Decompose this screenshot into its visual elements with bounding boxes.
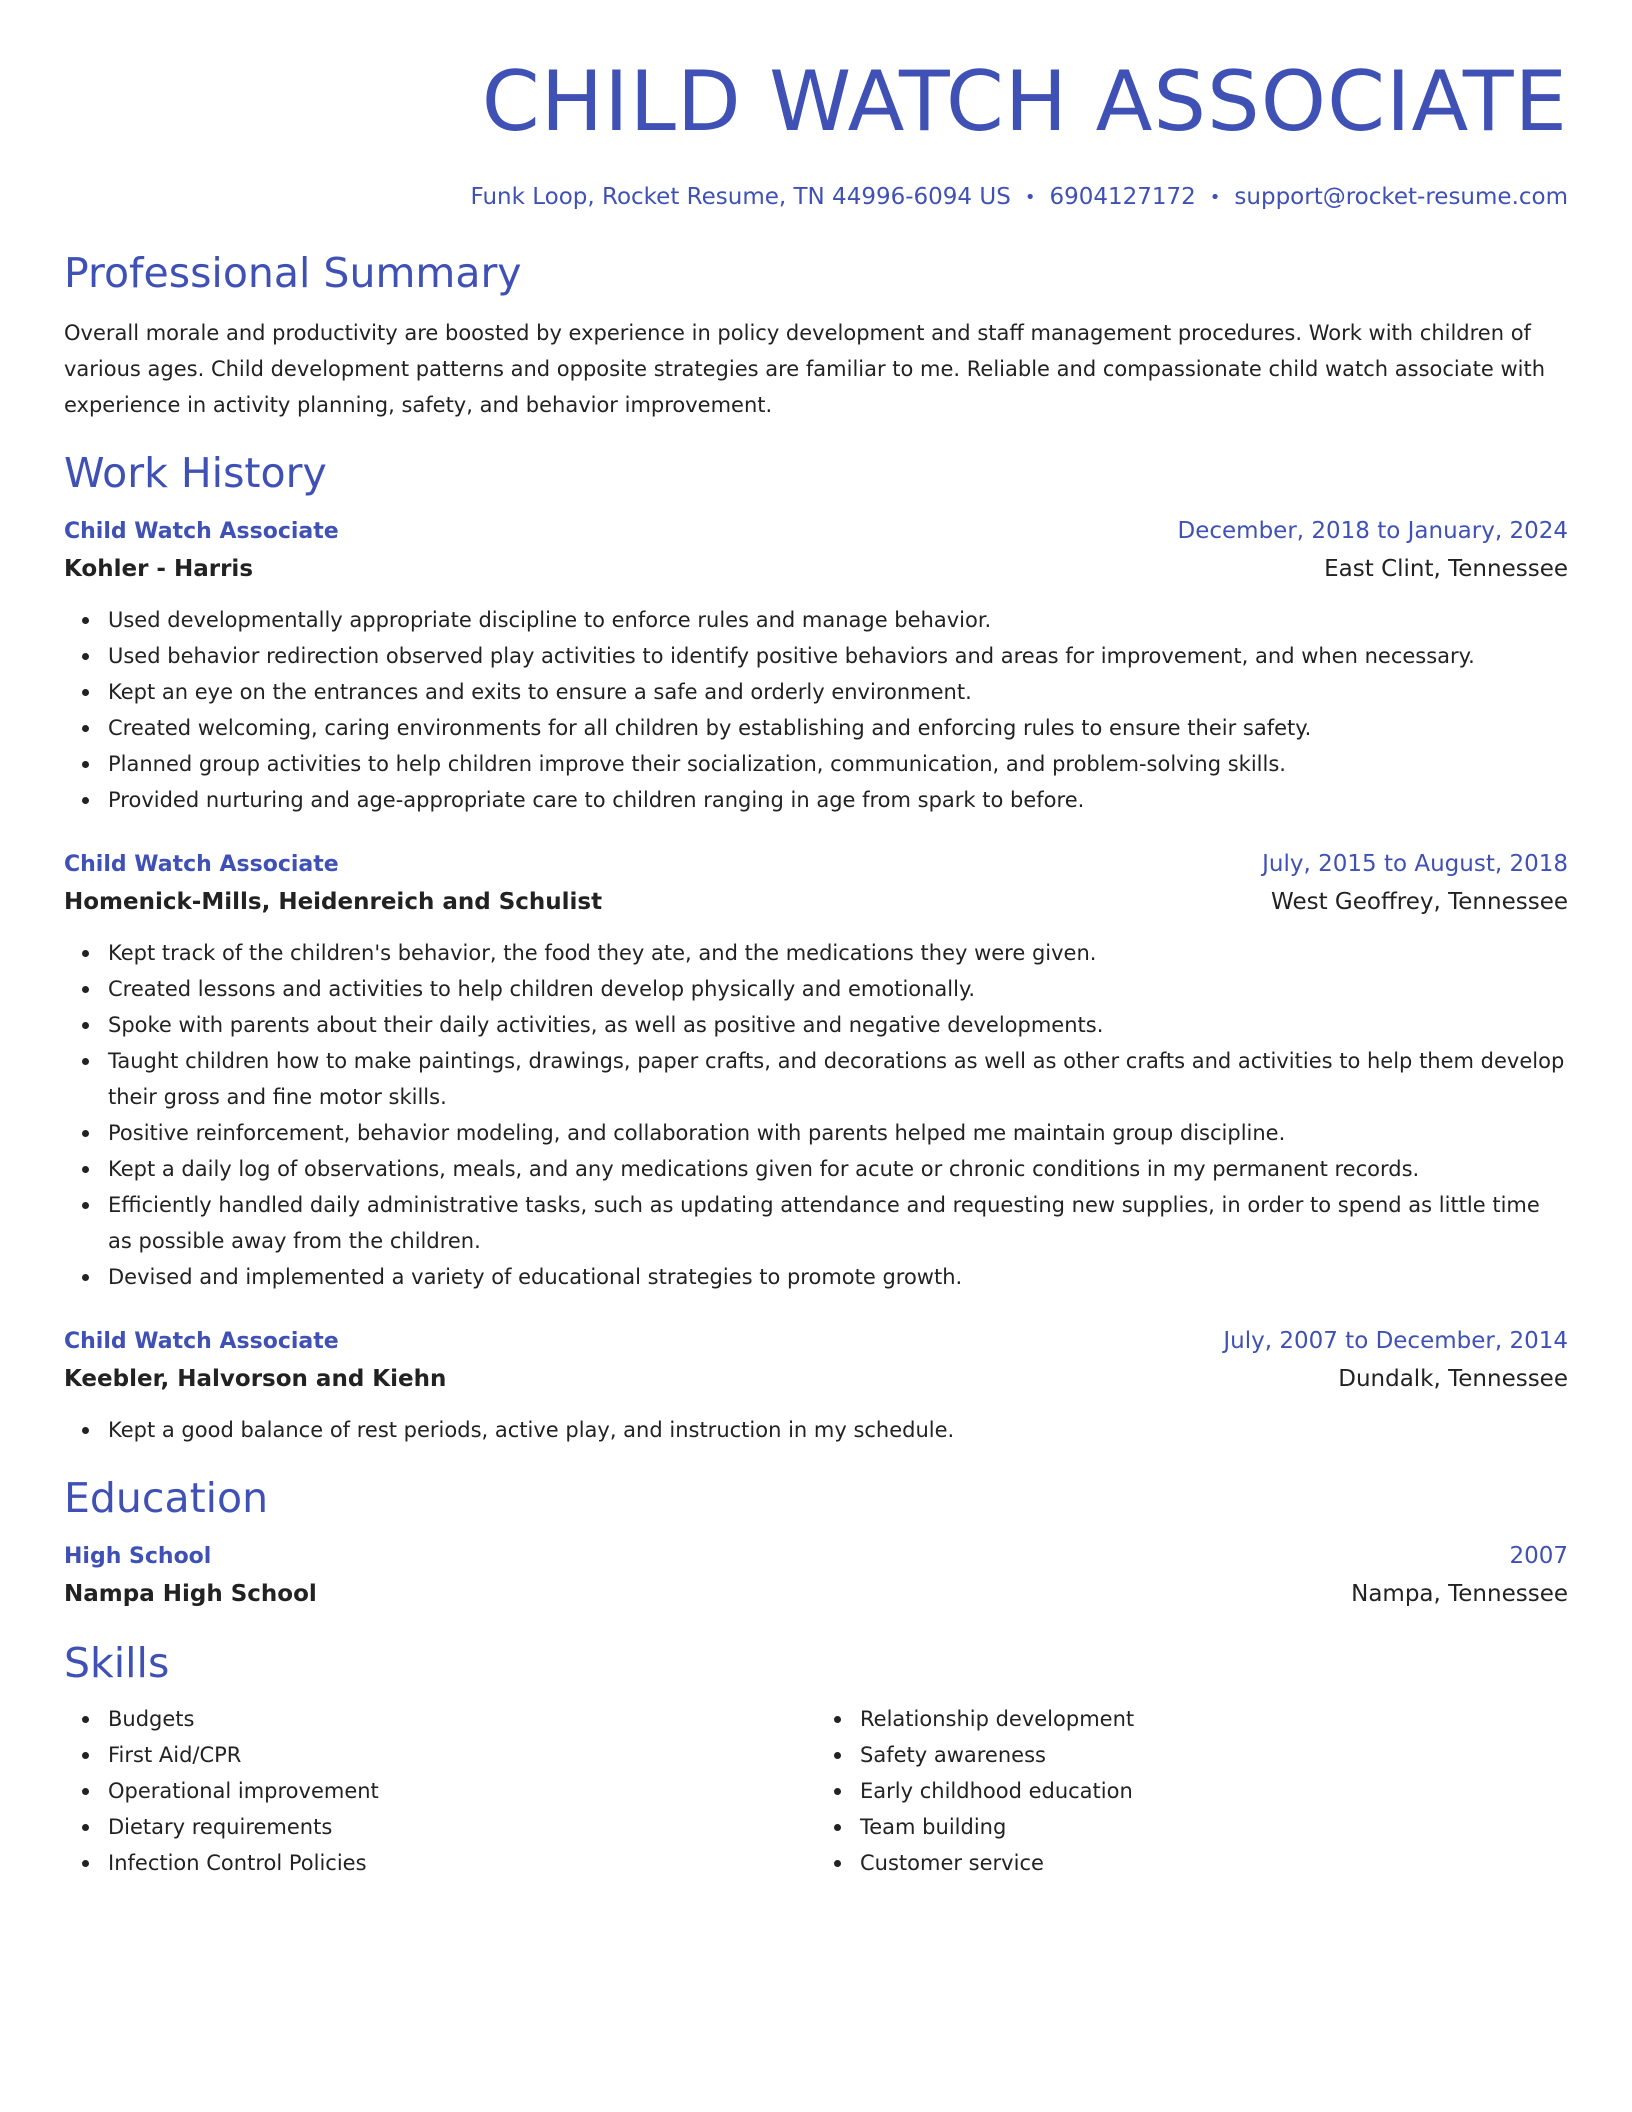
- skills-title: Skills: [64, 1639, 170, 1687]
- job-company: Homenick-Mills, Heidenreich and Schulist: [64, 889, 603, 915]
- job-entry: [64, 513, 1568, 818]
- candidate-name: CHILD WATCH ASSOCIATE: [481, 53, 1568, 150]
- skill-item: Infection Control Policies: [108, 1845, 816, 1881]
- list-item: Created welcoming, caring environments for all children by establishing and enforcing rules to ensure their safety.: [108, 710, 1568, 746]
- list-item: Kept a good balance of rest periods, active play, and instruction in my schedule.: [108, 1412, 1568, 1448]
- contact-phone: 6904127172: [1049, 184, 1196, 210]
- job-entry: [64, 846, 1568, 1295]
- job-bullets: [64, 1412, 1568, 1448]
- job-location: East Clint, Tennessee: [1324, 556, 1568, 582]
- skill-item: Safety awareness: [860, 1737, 1568, 1773]
- list-item: Taught children how to make paintings, drawings, paper crafts, and decorations as well as other crafts and activities to help them develop their gross and fine motor skills.: [108, 1043, 1568, 1115]
- job-bullets: [64, 602, 1568, 818]
- list-item: Kept an eye on the entrances and exits to ensure a safe and orderly environment.: [108, 674, 1568, 710]
- degree: High School: [64, 1544, 212, 1569]
- list-item: Used developmentally appropriate discipline to enforce rules and manage behavior.: [108, 602, 1568, 638]
- summary-text: Overall morale and productivity are boosted by experience in policy development and staff management procedures. Work with children of various ages. Child development patterns and opposite strategies are familiar to me. Reliable and compassionate child watch associate with experience in activity planning, safety, and behavior improvement.: [64, 321, 1546, 417]
- job-title: Child Watch Associate: [64, 852, 339, 877]
- work-history-section: [64, 445, 1568, 1448]
- job-location: Dundalk, Tennessee: [1338, 1366, 1568, 1392]
- summary-section: [64, 245, 1568, 423]
- education-title: Education: [64, 1474, 269, 1522]
- job-entry: [64, 1323, 1568, 1448]
- skills-list-left: [64, 1701, 816, 1881]
- list-item: Used behavior redirection observed play activities to identify positive behaviors and areas for improvement, and when necessary.: [108, 638, 1568, 674]
- job-company: Keebler, Halvorson and Kiehn: [64, 1366, 447, 1392]
- skill-item: Relationship development: [860, 1701, 1568, 1737]
- work-history-title: Work History: [64, 449, 327, 497]
- list-item: Kept track of the children's behavior, the food they ate, and the medications they were given.: [108, 935, 1568, 971]
- job-title: Child Watch Associate: [64, 1329, 339, 1354]
- skill-item: Team building: [860, 1809, 1568, 1845]
- list-item: Provided nurturing and age-appropriate care to children ranging in age from spark to before.: [108, 782, 1568, 818]
- list-item: Positive reinforcement, behavior modeling, and collaboration with parents helped me maintain group discipline.: [108, 1115, 1568, 1151]
- job-dates: December, 2018 to January, 2024: [1177, 518, 1568, 544]
- skill-item: Budgets: [108, 1701, 816, 1737]
- skill-item: Customer service: [860, 1845, 1568, 1881]
- skill-item: Early childhood education: [860, 1773, 1568, 1809]
- skills-list-right: [816, 1701, 1568, 1881]
- contact-line: [64, 180, 1568, 215]
- summary-title: Professional Summary: [64, 249, 522, 297]
- contact-separator: •: [1209, 187, 1221, 208]
- job-bullets: [64, 935, 1568, 1295]
- list-item: Devised and implemented a variety of educational strategies to promote growth.: [108, 1259, 1568, 1295]
- contact-separator: •: [1024, 187, 1036, 208]
- job-location: West Geoffrey, Tennessee: [1271, 889, 1568, 915]
- education-section: [64, 1470, 1568, 1613]
- skills-section: [64, 1635, 1568, 1881]
- list-item: Planned group activities to help children improve their socialization, communication, and problem-solving skills.: [108, 746, 1568, 782]
- list-item: Spoke with parents about their daily activities, as well as positive and negative developments.: [108, 1007, 1568, 1043]
- resume-header: [64, 0, 1568, 215]
- skill-item: First Aid/CPR: [108, 1737, 816, 1773]
- skills-grid: [64, 1701, 1568, 1881]
- list-item: Kept a daily log of observations, meals, and any medications given for acute or chronic conditions in my permanent records.: [108, 1151, 1568, 1187]
- education-entry: [64, 1538, 1568, 1613]
- contact-address: Funk Loop, Rocket Resume, TN 44996-6094 US: [470, 184, 1011, 210]
- school-name: Nampa High School: [64, 1581, 317, 1607]
- job-title: Child Watch Associate: [64, 519, 339, 544]
- school-location: Nampa, Tennessee: [1351, 1581, 1568, 1607]
- list-item: Created lessons and activities to help children develop physically and emotionally.: [108, 971, 1568, 1007]
- skill-item: Operational improvement: [108, 1773, 816, 1809]
- job-dates: July, 2007 to December, 2014: [1223, 1328, 1568, 1354]
- list-item: Efficiently handled daily administrative tasks, such as updating attendance and requesting new supplies, in order to spend as little time as possible away from the children.: [108, 1187, 1568, 1259]
- contact-email: support@rocket-resume.com: [1234, 184, 1568, 210]
- graduation-year: 2007: [1509, 1543, 1568, 1569]
- skill-item: Dietary requirements: [108, 1809, 816, 1845]
- job-dates: July, 2015 to August, 2018: [1262, 851, 1568, 877]
- job-company: Kohler - Harris: [64, 556, 254, 582]
